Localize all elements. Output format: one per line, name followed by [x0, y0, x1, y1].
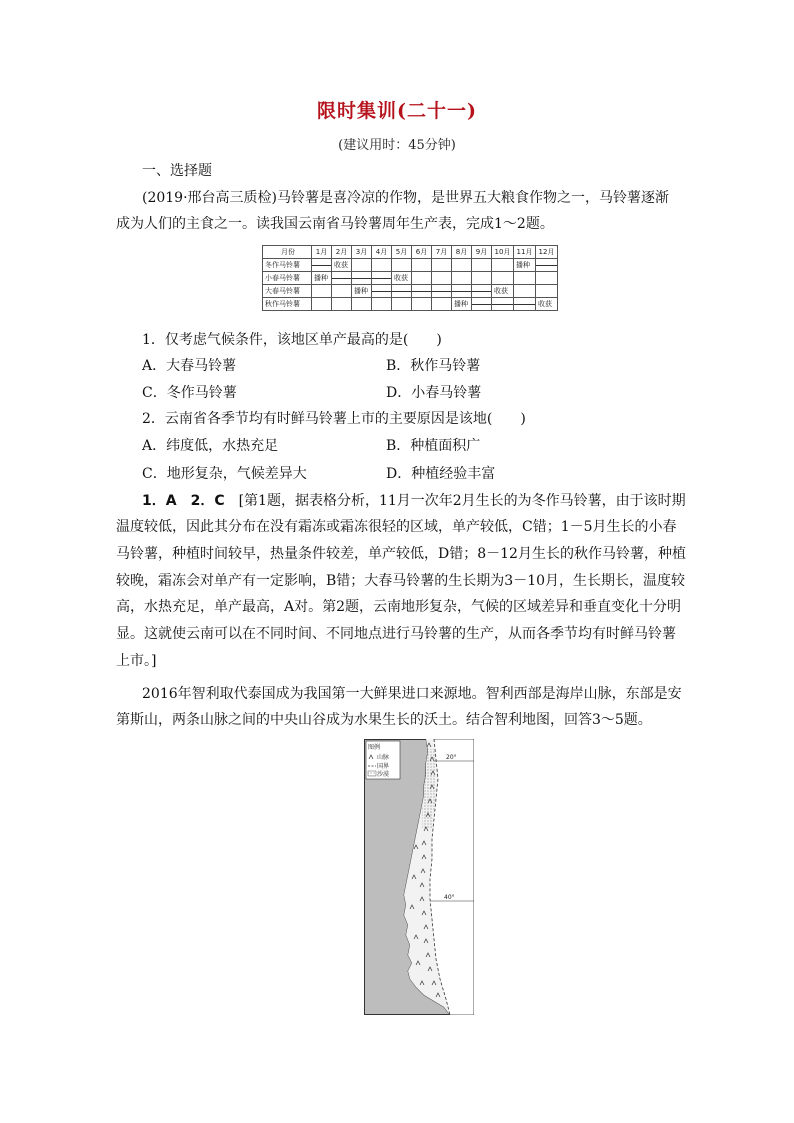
month-header: 12月 — [536, 246, 558, 259]
sow-label: 播种 — [454, 300, 468, 308]
month-header: 9月 — [472, 246, 492, 259]
answer-key: 1．A 2．C — [142, 493, 225, 509]
latitude-label-20: 20° — [446, 754, 457, 761]
page-title: 限时集训(二十一) — [317, 100, 477, 122]
harvest-label: 收获 — [394, 274, 408, 282]
answer-line: 较晚，霜冻会对单产有一定影响，B错；大春马铃薯的生长期为3－10月，生长期长，温度较 — [116, 573, 686, 589]
answer-line: 上市。] — [116, 653, 157, 669]
passage1-line-1: (2019·邢台高三质检)马铃薯是喜冷凉的作物，是世界五大粮食作物之一，马铃薯逐渐 — [142, 190, 670, 206]
q1-option-b: B．秋作马铃薯 — [386, 358, 481, 374]
harvest-label: 收获 — [494, 287, 508, 295]
month-header: 7月 — [432, 246, 452, 259]
month-header: 5月 — [392, 246, 412, 259]
harvest-label: 收获 — [334, 261, 348, 269]
month-header: 6月 — [412, 246, 432, 259]
q2-option-b: B．种植面积广 — [386, 438, 481, 454]
table-row — [263, 285, 558, 298]
page-subtitle: (建议用时：45分钟) — [338, 138, 456, 153]
month-header: 10月 — [492, 246, 514, 259]
month-header: 8月 — [452, 246, 472, 259]
row-name: 大春马铃薯 — [263, 285, 312, 298]
row-name: 冬作马铃薯 — [263, 259, 312, 272]
q1-option-a: A．大春马铃薯 — [142, 358, 237, 374]
answer-line: 马铃薯，种植时间较早，热量条件较差，单产较低，D错；8－12月生长的秋作马铃薯，种植 — [116, 546, 686, 562]
q1-option-d: D．小春马铃薯 — [386, 385, 482, 401]
table-corner: 月份 — [263, 246, 312, 259]
passage1-line-2: 成为人们的主食之一。读我国云南省马铃薯周年生产表，完成1～2题。 — [116, 216, 554, 232]
harvest-label: 收获 — [538, 300, 552, 308]
passage2-line-1: 2016年智利取代泰国成为我国第一大鲜果进口来源地。智利西部是海岸山脉，东部是安 — [142, 686, 682, 702]
section-heading: 一、选择题 — [142, 163, 212, 179]
table-row — [263, 298, 558, 311]
desert-icon — [368, 771, 376, 776]
question-1-stem: 1．仅考虑气候条件，该地区单产最高的是( ) — [142, 332, 442, 348]
row-name: 秋作马铃薯 — [263, 298, 312, 311]
sow-label: 播种 — [354, 287, 368, 295]
legend-border-label: 国界 — [377, 763, 390, 770]
q2-option-a: A．纬度低，水热充足 — [142, 438, 279, 454]
month-header: 4月 — [372, 246, 392, 259]
answer-first-line — [142, 492, 686, 510]
latitude-label-40: 40° — [444, 894, 455, 901]
table-row — [263, 259, 558, 272]
table-header-row — [263, 246, 558, 259]
table-row — [263, 272, 558, 285]
answer-line: 高，水热充足，单产最高，A对。第2题，云南地形复杂，气候的区域差异和垂直变化十分明 — [116, 599, 682, 615]
q2-option-d: D．种植经验丰富 — [386, 466, 496, 482]
q1-option-c: C．冬作马铃薯 — [142, 385, 237, 401]
month-header: 11月 — [514, 246, 536, 259]
q2-option-c: C．地形复杂，气候差异大 — [142, 466, 307, 482]
passage2-line-2: 第斯山，两条山脉之间的中央山谷成为水果生长的沃土。结合智利地图，回答3～5题。 — [116, 712, 652, 728]
month-header: 2月 — [332, 246, 352, 259]
month-header: 3月 — [352, 246, 372, 259]
month-header: 1月 — [312, 246, 332, 259]
chile-map — [364, 739, 474, 1015]
answer-text: [第1题，据表格分析，11月一次年2月生长的为冬作马铃薯，由于该时期 — [224, 493, 686, 509]
map-legend — [366, 741, 400, 779]
legend-desert-label: 沙漠 — [377, 771, 390, 778]
sow-label: 播种 — [314, 274, 328, 282]
answer-line: 显。这就使云南可以在不同时间、不同地点进行马铃薯的生产，从而各季节均有时鲜马铃薯 — [116, 626, 676, 642]
row-name: 小春马铃薯 — [263, 272, 312, 285]
answer-line: 温度较低，因此其分布在没有霜冻或霜冻很轻的区域，单产较低，C错；1－5月生长的小春 — [116, 519, 677, 535]
legend-title: 图例 — [368, 744, 381, 751]
legend-mountain-label: 山脉 — [377, 754, 390, 761]
production-table — [262, 245, 558, 311]
question-2-stem: 2．云南省各季节均有时鲜马铃薯上市的主要原因是该地( ) — [142, 411, 526, 427]
sow-label: 播种 — [516, 261, 530, 269]
